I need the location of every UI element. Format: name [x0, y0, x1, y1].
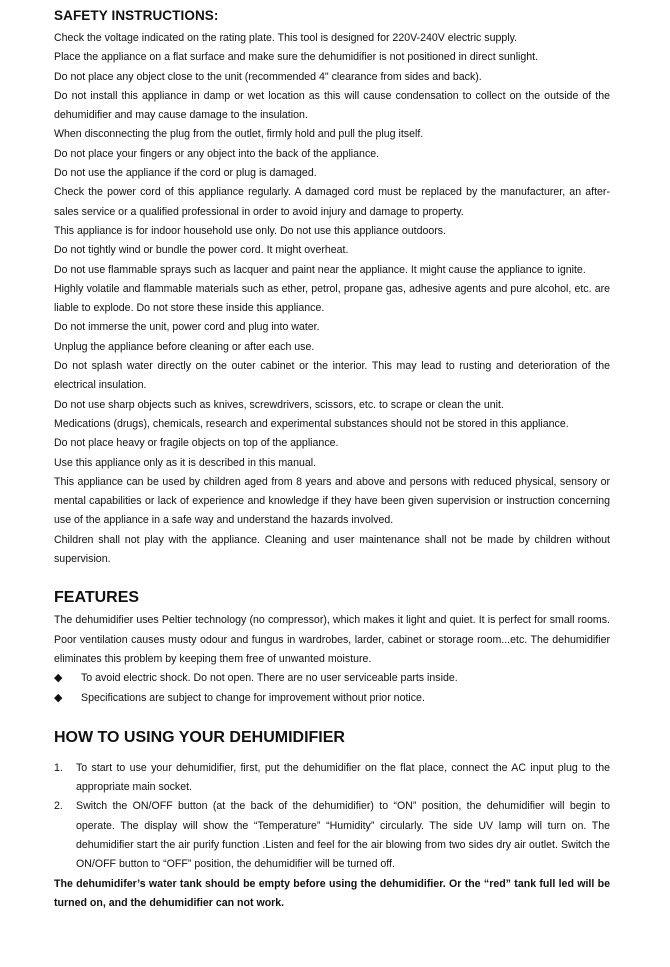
features-intro: The dehumidifier uses Peltier technology (no compressor), which makes it light and quiet. It is perfect for small rooms. Poor ventilation causes musty odour and fungus in wardrobes, larder, cabinet or storage room...etc. The dehumidifier eliminates this problem by keeping them free of unwanted moisture. [54, 614, 610, 665]
diamond-bullet-icon: ◆ [54, 672, 63, 685]
safety-line: Do not immerse the unit, power cord and plug into water. [54, 321, 320, 334]
features-bullet-text: Specifications are subject to change for improvement without prior notice. [81, 691, 425, 704]
step-text: Switch the ON/OFF button (at the back of the dehumidifier) to “ON” position, the dehumidifier will begin to operate. The display will show the “Temperature” “Humidity” circularly. The side UV lamp will turn on. The dehumidifier start the air purify function .Listen and feel for the air blowing from two sides dry air outlet. Switch the ON/OFF button to “OFF” position, the dehumidifier will be turned off. [76, 800, 610, 871]
safety-line: Check the power cord of this appliance regularly. A damaged cord must be replaced by the manufacturer, an after-sales service or a qualified professional in order to avoid injury and damage to property. [54, 186, 610, 218]
features-bullet [54, 669, 610, 688]
safety-line: Do not tightly wind or bundle the power cord. It might overheat. [54, 244, 349, 257]
safety-line: Do not place heavy or fragile objects on top of the appliance. [54, 437, 339, 450]
step-text: To start to use your dehumidifier, first, put the dehumidifier on the flat place, connect the AC input plug to the appropriate main socket. [76, 761, 610, 794]
features-bullet-text: To avoid electric shock. Do not open. There are no user serviceable parts inside. [81, 672, 458, 685]
step-number: 1. [54, 761, 63, 774]
safety-line: Unplug the appliance before cleaning or after each use. [54, 340, 315, 353]
step-number: 2. [54, 800, 63, 813]
water-tank-note: The dehumidifer’s water tank should be empty before using the dehumidifier. Or the “red” tank full led will be turned on, and the dehumidifier can not work. [54, 877, 610, 909]
safety-line: Do not install this appliance in damp or wet location as this will cause condensation to collect on the outside of the dehumidifier and may cause damage to the insulation. [54, 89, 610, 122]
safety-line: Do not splash water directly on the outer cabinet or the interior. This may lead to rusting and deterioration of the electrical insulation. [54, 360, 610, 392]
features-section [54, 589, 610, 707]
safety-line: Children shall not play with the appliance. Cleaning and user maintenance shall not be made by children without supervision. [54, 533, 610, 566]
safety-line: Use this appliance only as it is described in this manual. [54, 456, 317, 469]
safety-line: Do not use the appliance if the cord or plug is damaged. [54, 167, 317, 180]
diamond-bullet-icon: ◆ [54, 691, 63, 704]
safety-line: Place the appliance on a flat surface and make sure the dehumidifier is not positioned in direct sunlight. [54, 51, 539, 64]
safety-line: Do not place your fingers or any object into the back of the appliance. [54, 147, 380, 160]
safety-line: Do not place any object close to the unit (recommended 4" clearance from sides and back). [54, 70, 482, 83]
safety-line: Highly volatile and flammable materials such as ether, petrol, propane gas, adhesive agents and pure alcohol, etc. are liable to explode. Do not store these inside this appliance. [54, 282, 610, 315]
features-bullet [54, 689, 610, 708]
safety-line: Do not use sharp objects such as knives, screwdrivers, scissors, etc. to scrape or clean the unit. [54, 398, 504, 411]
document-page [54, 8, 610, 913]
safety-line: When disconnecting the plug from the outlet, firmly hold and pull the plug itself. [54, 128, 424, 141]
safety-title: SAFETY INSTRUCTIONS: [54, 8, 219, 23]
howto-section [54, 729, 610, 913]
howto-step [54, 797, 610, 874]
safety-line: This appliance is for indoor household use only. Do not use this appliance outdoors. [54, 224, 447, 237]
safety-line: Do not use flammable sprays such as lacquer and paint near the appliance. It might cause the appliance to ignite. [54, 263, 586, 276]
howto-step [54, 759, 610, 798]
safety-section [54, 8, 610, 569]
safety-line: Medications (drugs), chemicals, research and experimental substances should not be stored in this appliance. [54, 417, 569, 430]
features-title: FEATURES [54, 589, 140, 607]
howto-title: HOW TO USING YOUR DEHUMIDIFIER [54, 728, 345, 746]
safety-line: Check the voltage indicated on the rating plate. This tool is designed for 220V-240V electric supply. [54, 32, 518, 44]
safety-line: This appliance can be used by children aged from 8 years and above and persons with reduced physical, sensory or mental capabilities or lack of experience and knowledge if they have been given supervision or instruction concerning use of the appliance in a safe way and understand the hazards involved. [54, 475, 610, 527]
